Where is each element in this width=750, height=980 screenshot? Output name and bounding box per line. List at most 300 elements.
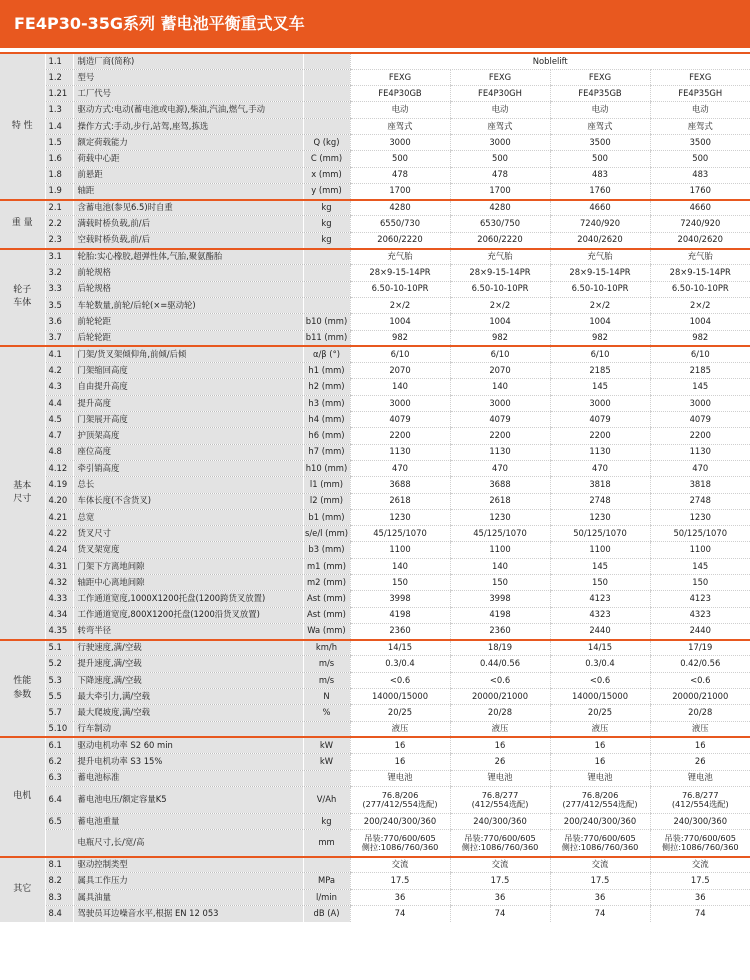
row-value: 1100 (450, 542, 550, 558)
row-value: 6/10 (350, 346, 450, 362)
row-unit (303, 102, 350, 118)
row-unit (303, 297, 350, 313)
row-value: 0.44/0.56 (450, 656, 550, 672)
row-value: 500 (450, 151, 550, 167)
row-value: 座驾式 (350, 118, 450, 134)
table-row (0, 737, 750, 753)
row-value: 锂电池 (550, 770, 650, 786)
row-label: 驱动控制类型 (73, 857, 303, 873)
row-value: 140 (450, 379, 550, 395)
row-value: 140 (450, 558, 550, 574)
row-label: 提升电机功率 S3 15% (73, 754, 303, 770)
row-unit: Wa (mm) (303, 623, 350, 639)
row-unit: h6 (mm) (303, 428, 350, 444)
row-number: 8.2 (45, 873, 73, 889)
row-value: 交流 (450, 857, 550, 873)
row-value: 1004 (350, 314, 450, 330)
row-value: 1130 (350, 444, 450, 460)
row-value: 4123 (650, 591, 750, 607)
row-label: 总宽 (73, 509, 303, 525)
row-unit: b10 (mm) (303, 314, 350, 330)
row-label: 前轮规格 (73, 265, 303, 281)
row-value: 0.3/0.4 (350, 656, 450, 672)
row-number: 1.4 (45, 118, 73, 134)
row-unit (303, 265, 350, 281)
row-unit (303, 721, 350, 737)
row-number: 4.34 (45, 607, 73, 623)
row-unit: MPa (303, 873, 350, 889)
row-value: 吊装:770/600/605 侧拉:1086/760/360 (350, 830, 450, 857)
row-value: 1100 (350, 542, 450, 558)
row-label: 前轮轮距 (73, 314, 303, 330)
row-number: 1.8 (45, 167, 73, 183)
row-value: 140 (350, 558, 450, 574)
table-row (0, 444, 750, 460)
row-value: 500 (650, 151, 750, 167)
row-number: 4.35 (45, 623, 73, 639)
row-value: 3000 (350, 134, 450, 150)
row-value: FE4P30GB (350, 86, 450, 102)
row-number: 4.19 (45, 477, 73, 493)
row-value: 3818 (650, 477, 750, 493)
row-unit: kg (303, 216, 350, 232)
table-row (0, 379, 750, 395)
row-value: 17/19 (650, 640, 750, 656)
row-value: 2200 (550, 428, 650, 444)
row-value: 充气胎 (450, 249, 550, 265)
row-label: 车轮数量,前轮/后轮(×=驱动轮) (73, 297, 303, 313)
row-label: 满载时桥负载,前/后 (73, 216, 303, 232)
row-label: 后轮规格 (73, 281, 303, 297)
row-value: 3500 (650, 134, 750, 150)
row-value: 74 (650, 906, 750, 922)
row-value: 6.50-10-10PR (650, 281, 750, 297)
row-number: 5.3 (45, 672, 73, 688)
row-value: 6.50-10-10PR (550, 281, 650, 297)
row-value: 20000/21000 (650, 689, 750, 705)
row-label: 驾驶员耳边噪音水平,根据 EN 12 053 (73, 906, 303, 922)
row-number: 1.6 (45, 151, 73, 167)
row-value: <0.6 (550, 672, 650, 688)
row-number: 5.7 (45, 705, 73, 721)
row-number: 8.4 (45, 906, 73, 922)
table-row (0, 656, 750, 672)
row-value: 4079 (550, 412, 650, 428)
row-value: 16 (650, 737, 750, 753)
row-value: 交流 (550, 857, 650, 873)
row-value: 2×/2 (450, 297, 550, 313)
row-unit: α/β (°) (303, 346, 350, 362)
row-value: 充气胎 (350, 249, 450, 265)
table-row (0, 770, 750, 786)
table-row (0, 575, 750, 591)
row-label: 工作通道宽度,800X1200托盘(1200沿货叉放置) (73, 607, 303, 623)
table-row (0, 623, 750, 639)
row-value: 1760 (650, 183, 750, 199)
section-label-text: 特 性 (11, 120, 33, 131)
row-value: 74 (550, 906, 650, 922)
row-value: 2×/2 (350, 297, 450, 313)
row-value: 500 (350, 151, 450, 167)
row-value: 28×9-15-14PR (550, 265, 650, 281)
row-value: 16 (350, 754, 450, 770)
row-value: 50/125/1070 (650, 526, 750, 542)
row-unit: h1 (mm) (303, 363, 350, 379)
table-row (0, 542, 750, 558)
row-value: 14000/15000 (550, 689, 650, 705)
table-row (0, 183, 750, 199)
row-number: 8.3 (45, 889, 73, 905)
row-value: 充气胎 (550, 249, 650, 265)
row-value: 150 (550, 575, 650, 591)
row-number: 6.4 (45, 786, 73, 813)
row-value: 36 (550, 889, 650, 905)
row-value: 3818 (550, 477, 650, 493)
row-unit: kW (303, 754, 350, 770)
row-label: 蓄电池重量 (73, 813, 303, 829)
section-label (0, 737, 45, 856)
row-value: 0.42/0.56 (650, 656, 750, 672)
row-number: 4.12 (45, 460, 73, 476)
row-value: 6530/750 (450, 216, 550, 232)
row-number: 1.1 (45, 53, 73, 69)
row-unit: km/h (303, 640, 350, 656)
row-label: 门架展开高度 (73, 412, 303, 428)
row-number: 3.1 (45, 249, 73, 265)
row-label: 工厂代号 (73, 86, 303, 102)
row-number: 4.20 (45, 493, 73, 509)
row-value: 982 (450, 330, 550, 346)
row-unit: mm (303, 830, 350, 857)
row-number: 4.2 (45, 363, 73, 379)
row-number (45, 830, 73, 857)
page-title: FE4P30-35G系列 蓄电池平衡重式叉车 (0, 0, 750, 48)
row-number: 2.3 (45, 232, 73, 248)
row-value: 483 (550, 167, 650, 183)
row-number: 4.31 (45, 558, 73, 574)
row-value: 3998 (350, 591, 450, 607)
row-value: 2060/2220 (350, 232, 450, 248)
row-value: 14/15 (350, 640, 450, 656)
table-row (0, 493, 750, 509)
row-value: 2440 (550, 623, 650, 639)
row-label: 前悬距 (73, 167, 303, 183)
row-value: 28×9-15-14PR (450, 265, 550, 281)
section-label-text: 性能 参数 (13, 676, 32, 700)
row-label: 总长 (73, 477, 303, 493)
row-number: 3.3 (45, 281, 73, 297)
row-value: 16 (350, 737, 450, 753)
row-value: 2040/2620 (650, 232, 750, 248)
row-value: 3998 (450, 591, 550, 607)
row-value: 液压 (350, 721, 450, 737)
row-number: 3.2 (45, 265, 73, 281)
row-value: 26 (650, 754, 750, 770)
row-unit: l2 (mm) (303, 493, 350, 509)
section-label (0, 249, 45, 347)
row-value: 45/125/1070 (350, 526, 450, 542)
row-unit: m/s (303, 656, 350, 672)
row-value: 1700 (350, 183, 450, 199)
row-value: 电动 (650, 102, 750, 118)
row-value: 3000 (350, 395, 450, 411)
row-value: 28×9-15-14PR (650, 265, 750, 281)
row-value: 145 (650, 379, 750, 395)
row-value: 28×9-15-14PR (350, 265, 450, 281)
row-value: 16 (550, 754, 650, 770)
row-value: 16 (550, 737, 650, 753)
section-label-text: 电机 (13, 791, 32, 802)
row-value: 36 (350, 889, 450, 905)
row-number: 3.5 (45, 297, 73, 313)
row-unit: m1 (mm) (303, 558, 350, 574)
row-value: <0.6 (450, 672, 550, 688)
row-unit: % (303, 705, 350, 721)
row-value: 150 (350, 575, 450, 591)
row-value: 电动 (550, 102, 650, 118)
row-value: 1100 (650, 542, 750, 558)
row-number: 5.1 (45, 640, 73, 656)
row-value: 2×/2 (550, 297, 650, 313)
table-row (0, 167, 750, 183)
row-unit: Ast (mm) (303, 607, 350, 623)
row-number: 4.21 (45, 509, 73, 525)
row-number: 4.22 (45, 526, 73, 542)
row-value: 2360 (350, 623, 450, 639)
row-value: 2185 (650, 363, 750, 379)
row-value: 电动 (450, 102, 550, 118)
section-label (0, 346, 45, 639)
row-label: 型号 (73, 69, 303, 85)
row-unit (303, 281, 350, 297)
row-label: 门架下方离地间隙 (73, 558, 303, 574)
row-value: 锂电池 (450, 770, 550, 786)
row-value: 982 (650, 330, 750, 346)
row-value: 1230 (550, 509, 650, 525)
table-row (0, 705, 750, 721)
row-unit: Ast (mm) (303, 591, 350, 607)
row-value: 140 (350, 379, 450, 395)
row-value: 2070 (450, 363, 550, 379)
row-number: 6.2 (45, 754, 73, 770)
table-row (0, 428, 750, 444)
row-value: 14/15 (550, 640, 650, 656)
row-value: 4198 (450, 607, 550, 623)
row-value: 470 (450, 460, 550, 476)
row-value: 1230 (650, 509, 750, 525)
row-number: 4.5 (45, 412, 73, 428)
row-value: 3000 (450, 395, 550, 411)
section-label (0, 200, 45, 249)
row-number: 8.1 (45, 857, 73, 873)
row-unit: x (mm) (303, 167, 350, 183)
row-value: 0.3/0.4 (550, 656, 650, 672)
row-number: 4.32 (45, 575, 73, 591)
row-label: 工作通道宽度,1000X1200托盘(1200跨货叉放置) (73, 591, 303, 607)
row-unit: C (mm) (303, 151, 350, 167)
row-value: 478 (450, 167, 550, 183)
row-value: 4323 (650, 607, 750, 623)
row-unit: h3 (mm) (303, 395, 350, 411)
row-number: 6.3 (45, 770, 73, 786)
row-value: 14000/15000 (350, 689, 450, 705)
row-value: 478 (350, 167, 450, 183)
row-value: 3000 (650, 395, 750, 411)
row-label: 轴距中心离地间隙 (73, 575, 303, 591)
row-number: 3.6 (45, 314, 73, 330)
row-value: 4079 (650, 412, 750, 428)
table-row (0, 134, 750, 150)
row-unit: kg (303, 200, 350, 216)
row-label: 门架/货叉架倾仰角,前倾/后倾 (73, 346, 303, 362)
row-value: 17.5 (650, 873, 750, 889)
row-label: 座位高度 (73, 444, 303, 460)
row-value: 2440 (650, 623, 750, 639)
row-label: 提升速度,满/空载 (73, 656, 303, 672)
row-value: 240/300/360 (650, 813, 750, 829)
table-row (0, 873, 750, 889)
table-row (0, 102, 750, 118)
table-row (0, 830, 750, 857)
row-number: 5.5 (45, 689, 73, 705)
row-value: 20/28 (450, 705, 550, 721)
row-unit: l1 (mm) (303, 477, 350, 493)
row-value: 2748 (550, 493, 650, 509)
row-number: 1.2 (45, 69, 73, 85)
table-row (0, 232, 750, 248)
row-value: Noblelift (350, 53, 750, 69)
row-value: 145 (550, 379, 650, 395)
table-row (0, 889, 750, 905)
table-row (0, 689, 750, 705)
row-value: FEXG (550, 69, 650, 85)
row-value: 充气胎 (650, 249, 750, 265)
row-value: 483 (650, 167, 750, 183)
row-unit (303, 857, 350, 873)
row-value: 36 (650, 889, 750, 905)
row-value: 76.8/277 (412/554选配) (450, 786, 550, 813)
row-value: 座驾式 (650, 118, 750, 134)
row-unit: kg (303, 813, 350, 829)
table-row (0, 721, 750, 737)
row-value: 36 (450, 889, 550, 905)
row-number: 4.8 (45, 444, 73, 460)
row-number: 4.24 (45, 542, 73, 558)
row-label: 制造厂商(简称) (73, 53, 303, 69)
row-value: 1130 (650, 444, 750, 460)
row-value: 982 (550, 330, 650, 346)
row-value: 50/125/1070 (550, 526, 650, 542)
row-value: 交流 (650, 857, 750, 873)
row-value: 6.50-10-10PR (450, 281, 550, 297)
row-number: 5.10 (45, 721, 73, 737)
row-value: 2185 (550, 363, 650, 379)
row-unit: Q (kg) (303, 134, 350, 150)
row-unit: N (303, 689, 350, 705)
row-value: 240/300/360 (450, 813, 550, 829)
row-value: FEXG (350, 69, 450, 85)
row-unit: h10 (mm) (303, 460, 350, 476)
row-value: 锂电池 (350, 770, 450, 786)
row-value: 150 (650, 575, 750, 591)
row-value: 2360 (450, 623, 550, 639)
table-row (0, 69, 750, 85)
row-value: 74 (450, 906, 550, 922)
row-value: 吊装:770/600/605 侧拉:1086/760/360 (650, 830, 750, 857)
row-label: 货叉尺寸 (73, 526, 303, 542)
row-unit: b11 (mm) (303, 330, 350, 346)
row-label: 货叉架宽度 (73, 542, 303, 558)
row-value: FE4P35GH (650, 86, 750, 102)
row-number: 2.2 (45, 216, 73, 232)
row-value: 1004 (550, 314, 650, 330)
table-row (0, 281, 750, 297)
row-label: 属具油量 (73, 889, 303, 905)
section-label (0, 53, 45, 200)
row-value: 液压 (650, 721, 750, 737)
table-row (0, 216, 750, 232)
row-value: <0.6 (650, 672, 750, 688)
row-unit: h2 (mm) (303, 379, 350, 395)
row-number: 4.7 (45, 428, 73, 444)
table-row (0, 395, 750, 411)
row-value: 2200 (650, 428, 750, 444)
row-value: 吊装:770/600/605 侧拉:1086/760/360 (450, 830, 550, 857)
row-label: 轴距 (73, 183, 303, 199)
row-value: 座驾式 (550, 118, 650, 134)
row-value: 982 (350, 330, 450, 346)
row-unit (303, 118, 350, 134)
row-value: 吊装:770/600/605 侧拉:1086/760/360 (550, 830, 650, 857)
row-unit: V/Ah (303, 786, 350, 813)
row-value: 1100 (550, 542, 650, 558)
row-value: 1230 (350, 509, 450, 525)
row-value: 4079 (350, 412, 450, 428)
row-value: 4660 (650, 200, 750, 216)
row-number: 1.21 (45, 86, 73, 102)
row-label: 操作方式:手动,步行,站驾,座驾,拣选 (73, 118, 303, 134)
table-row (0, 672, 750, 688)
row-value: 7240/920 (650, 216, 750, 232)
row-value: 3688 (350, 477, 450, 493)
section-label-text: 其它 (13, 884, 32, 894)
row-number: 2.1 (45, 200, 73, 216)
section-label-text: 轮子 车体 (13, 284, 32, 309)
row-value: 76.8/206 (277/412/554选配) (350, 786, 450, 813)
row-label: 后轮轮距 (73, 330, 303, 346)
row-number: 4.4 (45, 395, 73, 411)
row-value: 4123 (550, 591, 650, 607)
row-value: 2200 (450, 428, 550, 444)
row-number: 1.9 (45, 183, 73, 199)
row-value: 20/28 (650, 705, 750, 721)
row-value: 1004 (650, 314, 750, 330)
row-label: 门架缩回高度 (73, 363, 303, 379)
row-number: 4.3 (45, 379, 73, 395)
row-value: FEXG (650, 69, 750, 85)
row-number: 1.5 (45, 134, 73, 150)
row-value: FE4P35GB (550, 86, 650, 102)
row-value: 1130 (550, 444, 650, 460)
row-label: 蓄电池电压/额定容量K5 (73, 786, 303, 813)
row-value: 17.5 (550, 873, 650, 889)
table-row (0, 906, 750, 922)
table-row (0, 297, 750, 313)
row-unit: s/e/l (mm) (303, 526, 350, 542)
row-number: 5.2 (45, 656, 73, 672)
row-value: 交流 (350, 857, 450, 873)
row-value: FE4P30GH (450, 86, 550, 102)
